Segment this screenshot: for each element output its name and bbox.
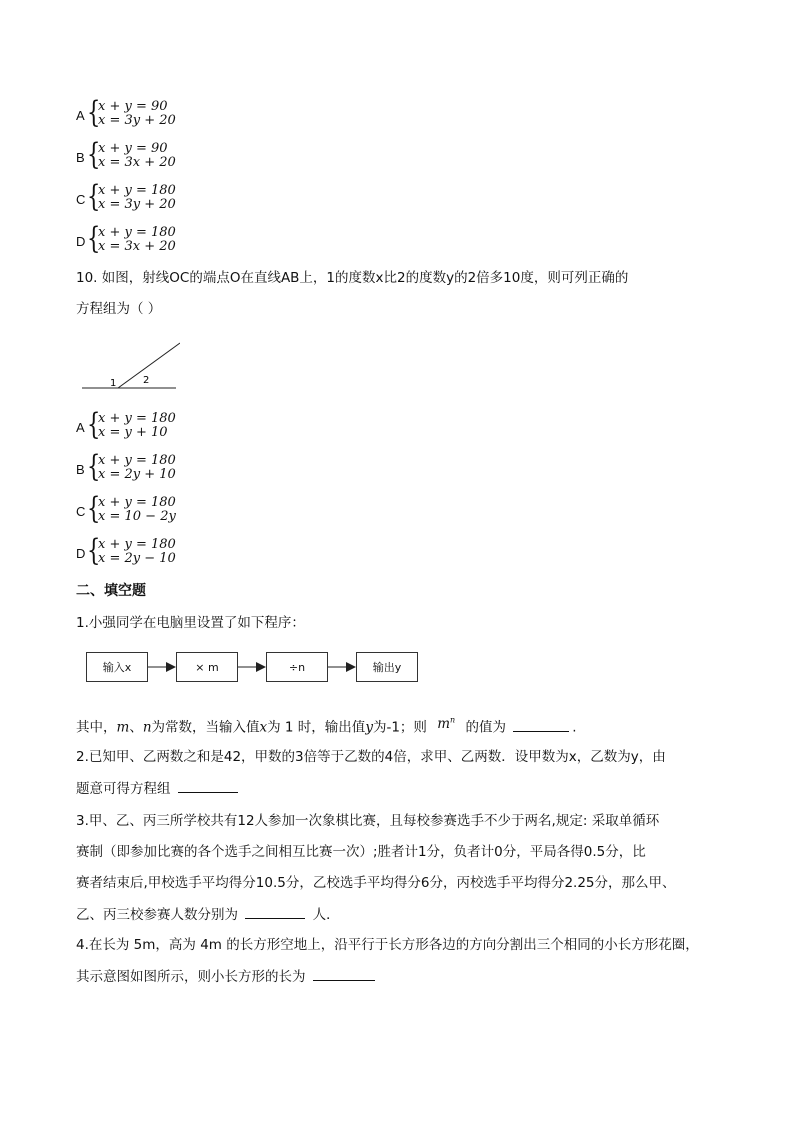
arrow-right-icon: [238, 660, 266, 674]
equation-line: x + y = 180: [98, 183, 176, 198]
equation-line: x = 2y − 10: [98, 551, 176, 566]
text-segment: 其中，: [76, 719, 117, 736]
option-letter: C: [76, 192, 86, 207]
option-letter: B: [76, 150, 85, 165]
answer-blank[interactable]: [245, 904, 305, 919]
arrow-right-icon: [328, 660, 356, 674]
equation-line: x = 3y + 20: [98, 197, 176, 212]
text-segment: .: [572, 719, 577, 736]
option-letter: B: [76, 462, 85, 477]
flow-box-output: 输出y: [356, 652, 418, 682]
equation-line: x = 3y + 20: [98, 113, 176, 128]
arrow-right-icon: [148, 660, 176, 674]
power-base: m: [437, 715, 451, 732]
brace-icon: {: [87, 221, 101, 256]
text-segment: 、: [129, 719, 143, 736]
fill3-line4: [76, 904, 726, 925]
flow-box-input: 输入x: [86, 652, 148, 682]
brace-icon: {: [87, 179, 101, 214]
text-segment: 乙、丙三校参赛人数分别为: [76, 907, 238, 923]
equation-line: x + y = 180: [98, 411, 176, 426]
option-letter: C: [76, 504, 86, 519]
text-segment: 其示意图如图所示，则小长方形的长为: [76, 969, 306, 985]
equation-line: x + y = 180: [98, 453, 176, 468]
flow-box-multiply: × m: [176, 652, 238, 682]
equation-line: x = 3x + 20: [98, 155, 176, 170]
answer-blank[interactable]: [313, 966, 375, 981]
equation-line: x = 10 − 2y: [98, 509, 176, 524]
var-y: y: [365, 719, 373, 736]
brace-icon: {: [87, 407, 101, 442]
fill3-line2: 赛制（即参加比赛的各个选手之间相互比赛一次）;胜者计1分，负者计0分，平局各得0.5分，比: [76, 844, 646, 860]
equation-line: x = 2y + 10: [98, 467, 176, 482]
equation-line: x + y = 180: [98, 495, 176, 510]
var-x: x: [259, 719, 268, 736]
q10-text-line1: 10. 如图，射线OC的端点O在直线AB上，1的度数x比2的度数y的2倍多10度，则可列正确的: [76, 270, 629, 286]
fill3-line3: 赛者结束后,甲校选手平均得分10.5分，乙校选手平均得分6分，丙校选手平均得分2.25分，那么甲、: [76, 875, 676, 891]
q10-text-line2: 方程组为（ ）: [76, 301, 162, 317]
brace-icon: {: [87, 491, 101, 526]
brace-icon: {: [87, 449, 101, 484]
option-letter: D: [76, 234, 86, 249]
option-letter: A: [76, 108, 85, 123]
fill2-line2: [76, 778, 726, 799]
equation-line: x + y = 180: [98, 225, 176, 240]
equation-line: x = 3x + 20: [98, 239, 176, 254]
equation-line: x + y = 180: [98, 537, 176, 552]
flow-box-divide: ÷n: [266, 652, 328, 682]
angle-label-2: 2: [143, 375, 150, 386]
var-m: m: [116, 719, 130, 736]
option-letter: A: [76, 420, 85, 435]
var-n: n: [142, 719, 152, 736]
brace-icon: {: [87, 533, 101, 568]
brace-icon: {: [87, 95, 101, 130]
equation-line: x + y = 90: [98, 99, 168, 114]
text-segment: 为 1 时，输出值: [267, 719, 366, 736]
power-exponent: n: [450, 715, 456, 724]
text-segment: 为常数，当输入值: [151, 719, 260, 736]
option-letter: D: [76, 546, 86, 561]
fill1-question: [76, 714, 726, 738]
fill1-intro: 1.小强同学在电脑里设置了如下程序：: [76, 615, 305, 631]
answer-blank[interactable]: [513, 717, 569, 732]
equation-line: x = y + 10: [98, 425, 168, 440]
text-segment: 题意可得方程组: [76, 781, 171, 797]
text-segment: 人．: [312, 907, 340, 923]
fill2-line1: 2.已知甲、乙两数之和是42，甲数的3倍等于乙数的4倍，求甲、乙两数．设甲数为x，乙数为y，由: [76, 749, 666, 765]
fill4-line1: 4.在长为 5m，高为 4m 的长方形空地上，沿平行于长方形各边的方向分割出三个相同的小长方形花圈，: [76, 937, 699, 953]
section-title: 二、填空题: [76, 583, 146, 599]
text-segment: 的值为: [465, 719, 506, 736]
angle-figure: [80, 338, 180, 392]
power-expression: [437, 716, 455, 732]
brace-icon: {: [87, 137, 101, 172]
answer-blank[interactable]: [178, 778, 238, 793]
fill4-line2: [76, 966, 726, 987]
text-segment: 为-1；则: [372, 719, 427, 736]
angle-label-1: 1: [110, 378, 117, 389]
equation-line: x + y = 90: [98, 141, 168, 156]
fill3-line1: 3.甲、乙、丙三所学校共有12人参加一次象棋比赛，且每校参赛选手不少于两名,规定: 采取单循环: [76, 813, 660, 829]
